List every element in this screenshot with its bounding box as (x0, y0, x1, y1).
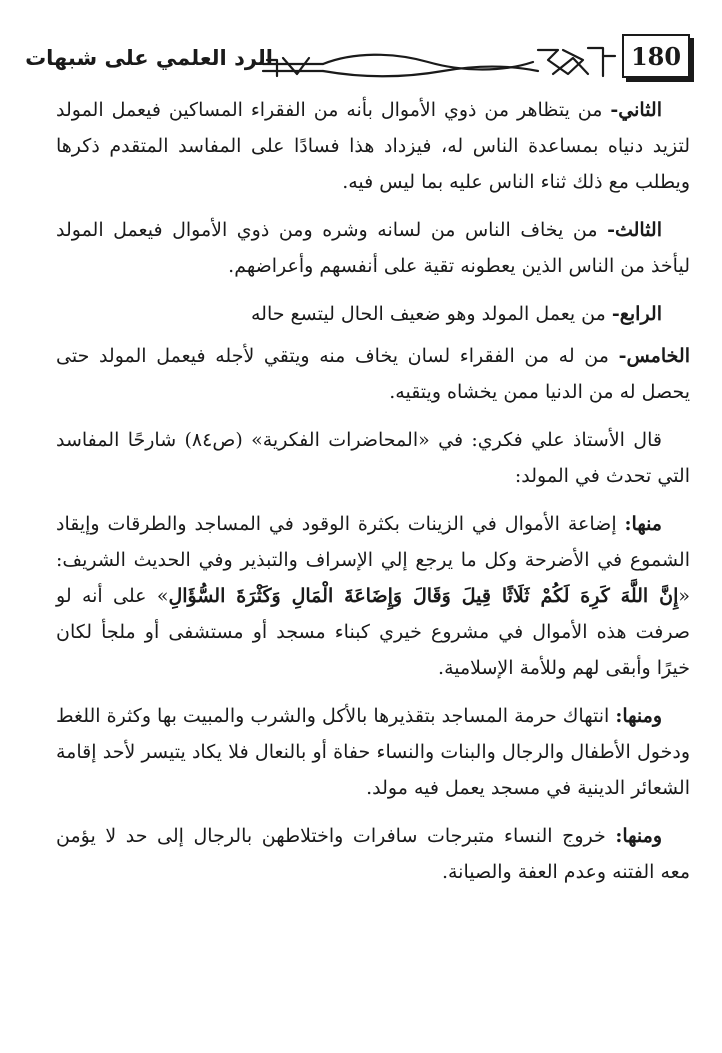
paragraph-fifth (56, 338, 690, 410)
paragraph-lead: الثالث- (607, 219, 662, 241)
paragraph-text: خروج النساء متبرجات سافرات واختلاطهن بالرجال إلى حد لا يؤمن معه الفتنه وعدم العفة والصيانة. (56, 825, 690, 883)
page-number-box (622, 34, 690, 78)
paragraph-text: من يخاف الناس من لسانه وشره ومن ذوي الأموال فيعمل المولد ليأخذ من الناس الذين يعطونه تقية على أنفسهم وأعراضهم. (56, 219, 690, 277)
decorative-header-ornament-icon (253, 38, 623, 84)
paragraph-lead: منها: (624, 513, 662, 535)
paragraph-text: من له من الفقراء لسان يخاف منه ويتقي لأجله فيعمل المولد حتى يحصل له من الدنيا ممن يخشاه ويتقيه. (56, 345, 690, 403)
running-title: الرد العلمي على شبهات (25, 46, 273, 70)
paragraph-text: من يتظاهر من ذوي الأموال بأنه من الفقراء المساكين فيعمل المولد لتزيد دنياه بمساعدة الناس له، فيزداد هذا فسادًا على المفاسد المتقدم ذكرها ويطلب مع ذلك ثناء الناس عليه بما ليس فيه. (56, 99, 690, 193)
paragraph-quote-intro (56, 422, 690, 494)
paragraph-lead: الرابع- (611, 303, 662, 325)
paragraph-second (56, 92, 690, 200)
paragraph-second-harm (56, 698, 690, 806)
paragraph-text: انتهاك حرمة المساجد بتقذيرها بالأكل والشرب والمبيت بها وكثرة اللغط ودخول الأطفال والرجال والبنات والنساء حفاة أو بالنعال فلا يكاد يتيسر لأحد إقامة الشعائر الدينية في مسجد يعمل فيه مولد. (56, 705, 690, 799)
paragraph-lead: الخامس- (618, 345, 690, 367)
paragraph-text: » على أنه لو صرفت هذه الأموال في مشروع خيري كبناء مسجد أو مستشفى أو ملجأ لكان خيرًا وأبقى لهم وللأمة الإسلامية. (56, 585, 690, 679)
paragraph-text: إضاعة الأموال في الزينات بكثرة الوقود في المساجد والطرقات وإيقاد الشموع في الأضرحة وكل ما يرجع إلي الإسراف والتبذير وفي الحديث الشريف: « (56, 513, 690, 607)
page-header (25, 28, 698, 90)
hadith-text: إِنَّ اللَّهَ كَرِهَ لَكُمْ ثَلَاثًا قِيلَ وَقَالَ وَإِضَاعَةَ الْمَالِ وَكَثْرَةَ السُّؤَالِ (168, 585, 679, 607)
paragraph-lead: ومنها: (615, 825, 662, 847)
paragraph-text: من يعمل المولد وهو ضعيف الحال ليتسع حاله (250, 303, 612, 325)
paragraph-text: قال الأستاذ علي فكري: في «المحاضرات الفكرية» (ص٨٤) شارحًا المفاسد التي تحدث في المولد: (56, 429, 690, 487)
paragraph-fourth (56, 296, 690, 332)
paragraph-third-harm (56, 818, 690, 890)
paragraph-first-harm (56, 506, 690, 686)
page-content (56, 92, 690, 902)
paragraph-lead: الثاني- (610, 99, 662, 121)
paragraph-third (56, 212, 690, 284)
paragraph-lead: ومنها: (615, 705, 662, 727)
page-number: 180 (630, 41, 682, 71)
